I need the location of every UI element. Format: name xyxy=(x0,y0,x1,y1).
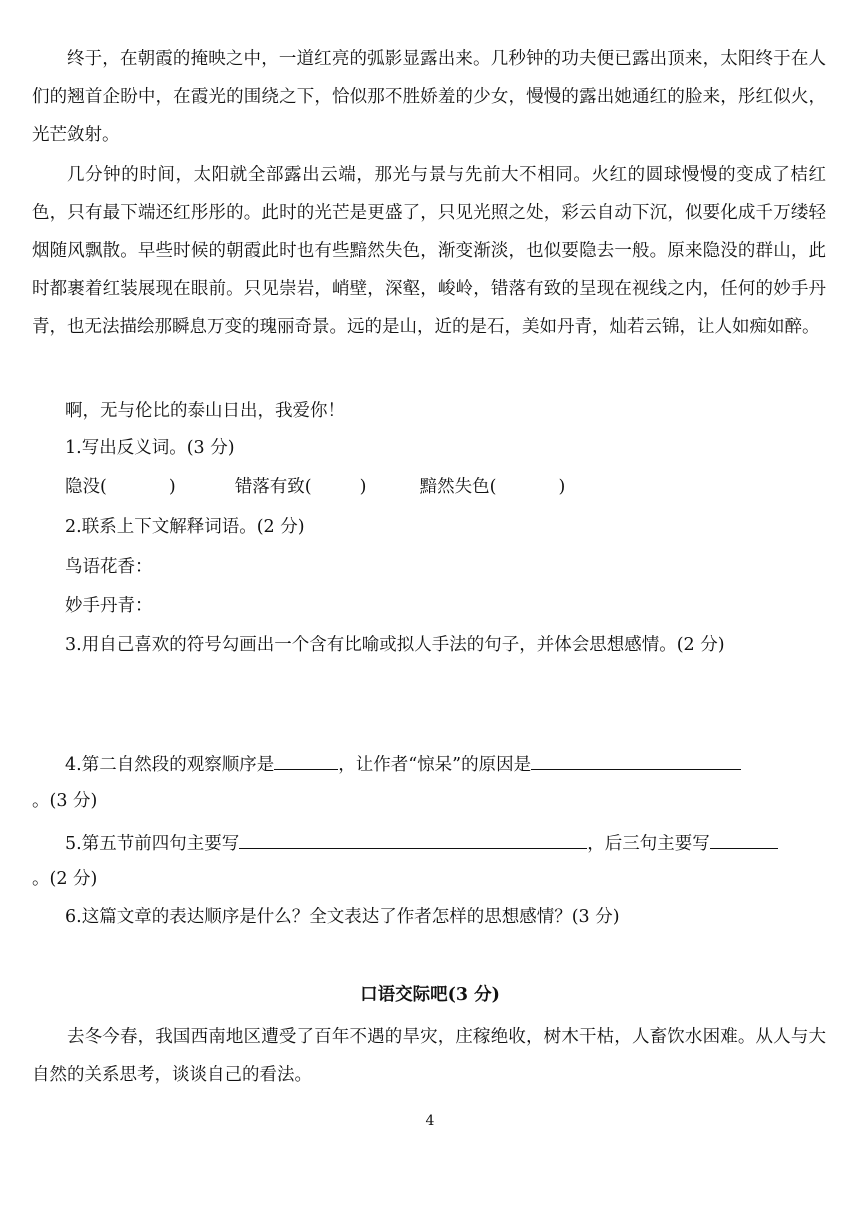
passage-paragraph-2 xyxy=(32,156,826,346)
question-4-text-b: ，让作者“惊呆”的原因是 xyxy=(338,755,532,775)
passage-paragraph-1 xyxy=(32,40,826,154)
question-3: 3.用自己喜欢的符号勾画出一个含有比喻或拟人手法的句子，并体会思想感情。(2 分) xyxy=(65,635,725,655)
question-1: 1.写出反义词。(3 分) xyxy=(65,438,235,458)
question-4-text-a: 4.第二自然段的观察顺序是 xyxy=(65,755,275,775)
question-2-term-a: 鸟语花香： xyxy=(65,557,153,577)
question-2-term-b: 妙手丹青： xyxy=(65,596,153,616)
question-5-text-a: 5.第五节前四句主要写 xyxy=(65,834,240,854)
close-paren: ) xyxy=(168,477,176,497)
oral-section-text xyxy=(32,1018,826,1094)
answer-blank-5b[interactable] xyxy=(710,826,778,849)
antonym-word-3: 黯然失色( xyxy=(419,477,497,497)
antonym-word-1: 隐没( xyxy=(65,477,107,497)
answer-blank-4a[interactable] xyxy=(274,747,338,770)
question-1-antonyms xyxy=(65,472,565,502)
close-paren: ) xyxy=(359,477,367,497)
paragraph-text: 终于，在朝霞的掩映之中，一道红亮的弧影显露出来。几秒钟的功夫便已露出顶来，太阳终于在人们的翘首企盼中，在霞光的围绕之下，恰似那不胜娇羞的少女，慢慢的露出她通红的脸来，彤红似火，光芒敛射。 xyxy=(32,49,826,145)
question-4-score: 。(3 分) xyxy=(32,791,98,811)
question-6: 6.这篇文章的表达顺序是什么？全文表达了作者怎样的思想感情？(3 分) xyxy=(65,907,620,927)
paragraph-text: 几分钟的时间，太阳就全部露出云端，那光与景与先前大不相同。火红的圆球慢慢的变成了桔红色，只有最下端还红彤彤的。此时的光芒是更盛了，只见光照之处，彩云自动下沉，似要化成千万缕轻烟随风飘散。早些时候的朝霞此时也有些黯然失色，渐变渐淡，也似要隐去一般。原来隐没的群山，此时都裹着红装展现在眼前。只见崇岩，峭壁，深壑，峻岭，错落有致的呈现在视线之内，任何的妙手丹青，也无法描绘那瞬息万变的瑰丽奇景。远的是山，近的是石，美如丹青，灿若云锦，让人如痴如醉。 xyxy=(32,165,826,337)
oral-section-heading: 口语交际吧(3 分) xyxy=(360,985,500,1005)
question-4 xyxy=(65,747,741,780)
question-5-score: 。(2 分) xyxy=(32,869,98,889)
question-2: 2.联系上下文解释词语。(2 分) xyxy=(65,517,305,537)
close-paren: ) xyxy=(558,477,566,497)
answer-blank-5a[interactable] xyxy=(239,826,587,849)
question-5-text-b: ，后三句主要写 xyxy=(587,834,710,854)
paragraph-text: 去冬今春，我国西南地区遭受了百年不遇的旱灾，庄稼绝收，树木干枯，人畜饮水困难。从人与大自然的关系思考，谈谈自己的看法。 xyxy=(32,1027,826,1085)
question-5 xyxy=(65,826,778,859)
antonym-word-2: 错落有致( xyxy=(234,477,312,497)
page-number: 4 xyxy=(425,1113,435,1129)
passage-paragraph-3: 啊，无与伦比的泰山日出，我爱你！ xyxy=(65,401,345,421)
answer-blank-4b[interactable] xyxy=(531,747,741,770)
